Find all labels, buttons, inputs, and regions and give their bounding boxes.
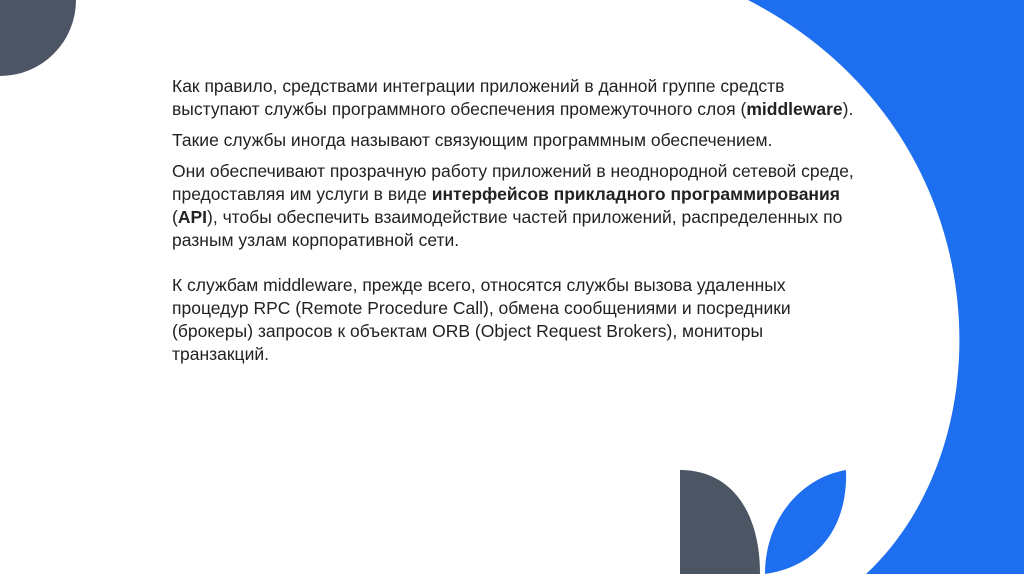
paragraph-text: ( <box>172 207 178 227</box>
paragraph-glue-software <box>172 129 862 152</box>
paragraph-api <box>172 160 862 252</box>
bold-term: middleware <box>746 99 843 119</box>
paragraph-middleware-intro <box>172 75 862 121</box>
bold-term: интерфейсов прикладного программирования <box>431 184 840 204</box>
blue-leaf-bottom <box>765 470 846 574</box>
paragraph-middleware-services <box>172 274 862 366</box>
slate-quarter-circle-top-left <box>0 0 76 76</box>
paragraph-text: ). <box>842 99 854 119</box>
paragraph-text: Они обеспечивают прозрачную работу приложений в неоднородной сетевой среде, предоставляя им услуги в виде <box>172 161 854 204</box>
paragraph-text: Такие службы иногда называют связующим программным обеспечением. <box>172 130 773 150</box>
slide-body-text <box>172 75 862 374</box>
paragraph-text: К службам middleware, прежде всего, относятся службы вызова удаленных процедур RPC (Remote Procedure Call), обмена сообщениями и посредники (брокеры) запросов к объектам ORB (Object Request Brokers), мониторы транзакций. <box>172 275 791 364</box>
paragraph-text: ), чтобы обеспечить взаимодействие частей приложений, распределенных по разным узлам корпоративной сети. <box>172 207 843 250</box>
slate-leaf-bottom <box>680 470 760 574</box>
paragraph-text: Как правило, средствами интеграции приложений в данной группе средств выступают службы программного обеспечения промежуточного слоя ( <box>172 76 785 119</box>
bold-term: API <box>177 207 208 227</box>
